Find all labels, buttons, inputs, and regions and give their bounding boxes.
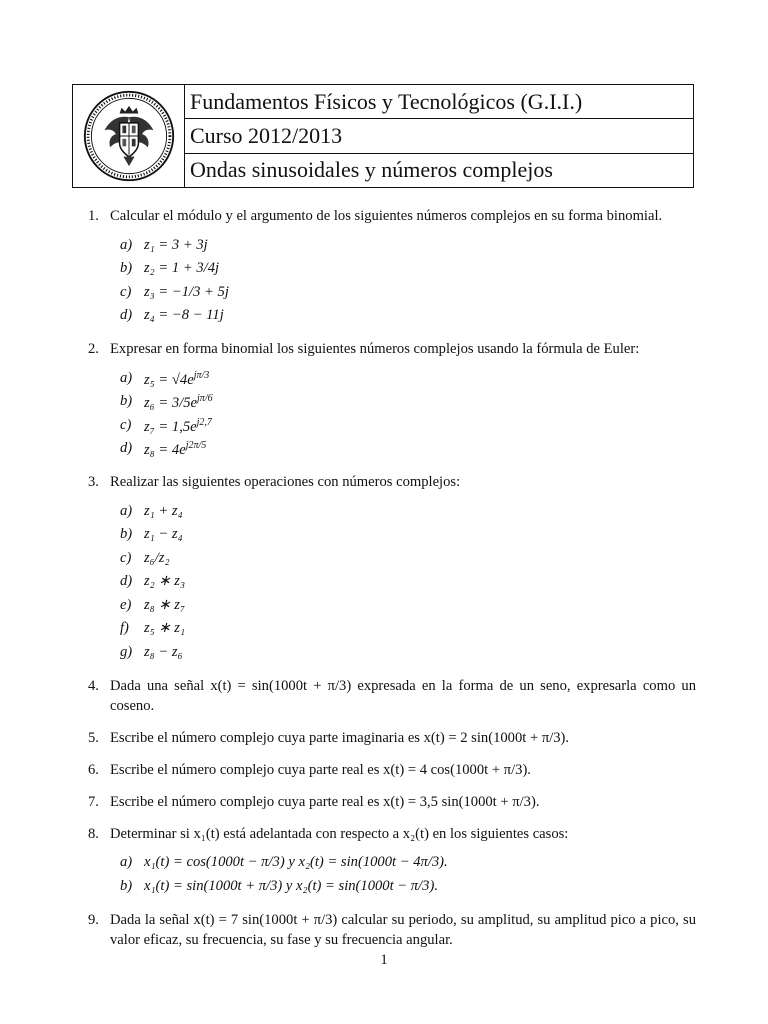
subitem-expression: z₈ ∗ z₇	[144, 596, 186, 613]
problem-statement: Escribe el número complejo cuya parte imaginaria es x(t) = 2 sin(1000t + π/3).	[110, 729, 570, 746]
problem-number: 3.	[88, 474, 99, 490]
problem-body	[110, 760, 696, 780]
subitem-expression: $z_7 = 1,5e^{j2,7}$	[144, 416, 212, 435]
problem-number: 4.	[88, 677, 99, 694]
problem-4	[88, 676, 696, 716]
problem-number: 1.	[88, 208, 99, 224]
subitem-list	[120, 233, 696, 327]
subitem-label: d)	[120, 573, 133, 590]
problem-body	[110, 792, 696, 812]
document-header	[72, 84, 694, 188]
subitem-expression: z₁ − z₄	[144, 526, 183, 543]
subitem-expression: $z_5 = √4e^{j\pi/3}$	[144, 369, 210, 388]
problem-6	[88, 760, 696, 780]
problem-statement: Expresar en forma binomial los siguientes números complejos usando la fórmula de Euler:	[110, 341, 640, 357]
problem-statement: Calcular el módulo y el argumento de los siguientes números complejos en su forma binomial.	[110, 208, 663, 224]
subitem-list	[120, 499, 696, 664]
subitem	[120, 304, 696, 328]
subitem	[120, 257, 696, 281]
problem-statement: Dada la señal x(t) = 7 sin(1000t + π/3) calcular su periodo, su amplitud, su amplitud pico a pico, su valor eficaz, su frecuencia, su fase y su frecuencia angular.	[110, 911, 696, 948]
subitem-expression: z₁ + z₄	[144, 502, 183, 519]
problem-body	[110, 824, 696, 898]
subitem	[120, 570, 696, 594]
subitem-expression: $z_6 = 3/5e^{j\pi/6}$	[144, 393, 213, 412]
problem-number: 5.	[88, 729, 99, 746]
problem-list	[88, 206, 696, 962]
subitem	[120, 593, 696, 617]
subitem-label: b)	[120, 393, 133, 410]
subitem	[120, 390, 696, 414]
subitem-expression: x₁(t) = sin(1000t + π/3) y x₂(t) = sin(1000t − π/3).	[144, 877, 438, 894]
subitem	[120, 640, 696, 664]
problem-number: 8.	[88, 825, 99, 842]
problem-number: 2.	[88, 341, 99, 357]
subitem-label: a)	[120, 854, 133, 871]
problem-number: 9.	[88, 911, 99, 928]
subitem-expression: z₈ − z₆	[144, 643, 183, 660]
subitem-expression: z₅ ∗ z₁	[144, 620, 186, 637]
subitem-label: c)	[120, 283, 132, 300]
problem-8	[88, 824, 696, 898]
problem-7	[88, 792, 696, 812]
subitem-label: d)	[120, 307, 133, 324]
subitem	[120, 437, 696, 461]
problem-5	[88, 728, 696, 748]
subitem-label: a)	[120, 369, 133, 386]
subitem-label: f)	[120, 620, 129, 637]
subitem-expression: $z_8 = 4e^{j2\pi/5}$	[144, 440, 207, 459]
subitem-list	[120, 851, 696, 898]
subitem-label: d)	[120, 440, 133, 457]
problem-body	[110, 728, 696, 748]
subitem	[120, 874, 696, 898]
course-year: Curso 2012/2013	[185, 119, 693, 153]
subitem-label: g)	[120, 643, 133, 660]
subitem	[120, 499, 696, 523]
problem-body	[110, 910, 696, 950]
topic-title: Ondas sinusoidales y números complejos	[190, 157, 553, 183]
problem-body	[110, 339, 696, 460]
problem-2	[88, 339, 696, 460]
subitem-label: a)	[120, 502, 133, 519]
university-seal-icon	[82, 89, 176, 183]
subitem-expression: z₄ = −8 − 11j	[144, 307, 224, 324]
problem-statement: Determinar si x₁(t) está adelantada con respecto a x₂(t) en los siguientes casos:	[110, 825, 569, 842]
problem-3	[88, 472, 696, 664]
subitem	[120, 413, 696, 437]
subitem-expression: z₃ = −1/3 + 5j	[144, 283, 229, 300]
subitem	[120, 233, 696, 257]
subitem-expression: z₁ = 3 + 3j	[144, 236, 208, 253]
subitem-label: b)	[120, 260, 133, 277]
subitem-list	[120, 366, 696, 460]
subitem-label: b)	[120, 526, 133, 543]
problem-body	[110, 676, 696, 716]
subitem-label: b)	[120, 877, 133, 894]
subitem	[120, 851, 696, 875]
page-number: 1	[380, 952, 388, 968]
problem-1	[88, 206, 696, 327]
problem-body	[110, 206, 696, 327]
subitem-label: c)	[120, 416, 132, 433]
problem-number: 6.	[88, 761, 99, 778]
subitem	[120, 280, 696, 304]
subitem	[120, 366, 696, 390]
subitem-expression: x₁(t) = cos(1000t − π/3) y x₂(t) = sin(1000t − 4π/3).	[144, 854, 448, 871]
subitem	[120, 546, 696, 570]
subitem-expression: z₆/z₂	[144, 549, 170, 566]
university-seal-cell	[73, 85, 185, 187]
subitem-expression: z₂ ∗ z₃	[144, 573, 186, 590]
problem-9	[88, 910, 696, 950]
subitem-label: e)	[120, 596, 132, 613]
subitem	[120, 617, 696, 641]
subitem-expression: z₂ = 1 + 3/4j	[144, 260, 220, 277]
course-title: Fundamentos Físicos y Tecnológicos (G.I.I.)	[185, 85, 693, 119]
problem-statement: Dada una señal x(t) = sin(1000t + π/3) expresada en la forma de un seno, expresarla como un coseno.	[110, 677, 696, 714]
subitem	[120, 523, 696, 547]
header-titles	[185, 85, 693, 187]
problem-number: 7.	[88, 793, 99, 810]
subitem-label: a)	[120, 236, 133, 253]
problem-body	[110, 472, 696, 664]
subitem-label: c)	[120, 549, 132, 566]
problem-statement: Escribe el número complejo cuya parte real es x(t) = 3,5 sin(1000t + π/3).	[110, 793, 540, 810]
problem-statement: Escribe el número complejo cuya parte real es x(t) = 4 cos(1000t + π/3).	[110, 761, 531, 778]
problem-statement: Realizar las siguientes operaciones con números complejos:	[110, 474, 461, 490]
